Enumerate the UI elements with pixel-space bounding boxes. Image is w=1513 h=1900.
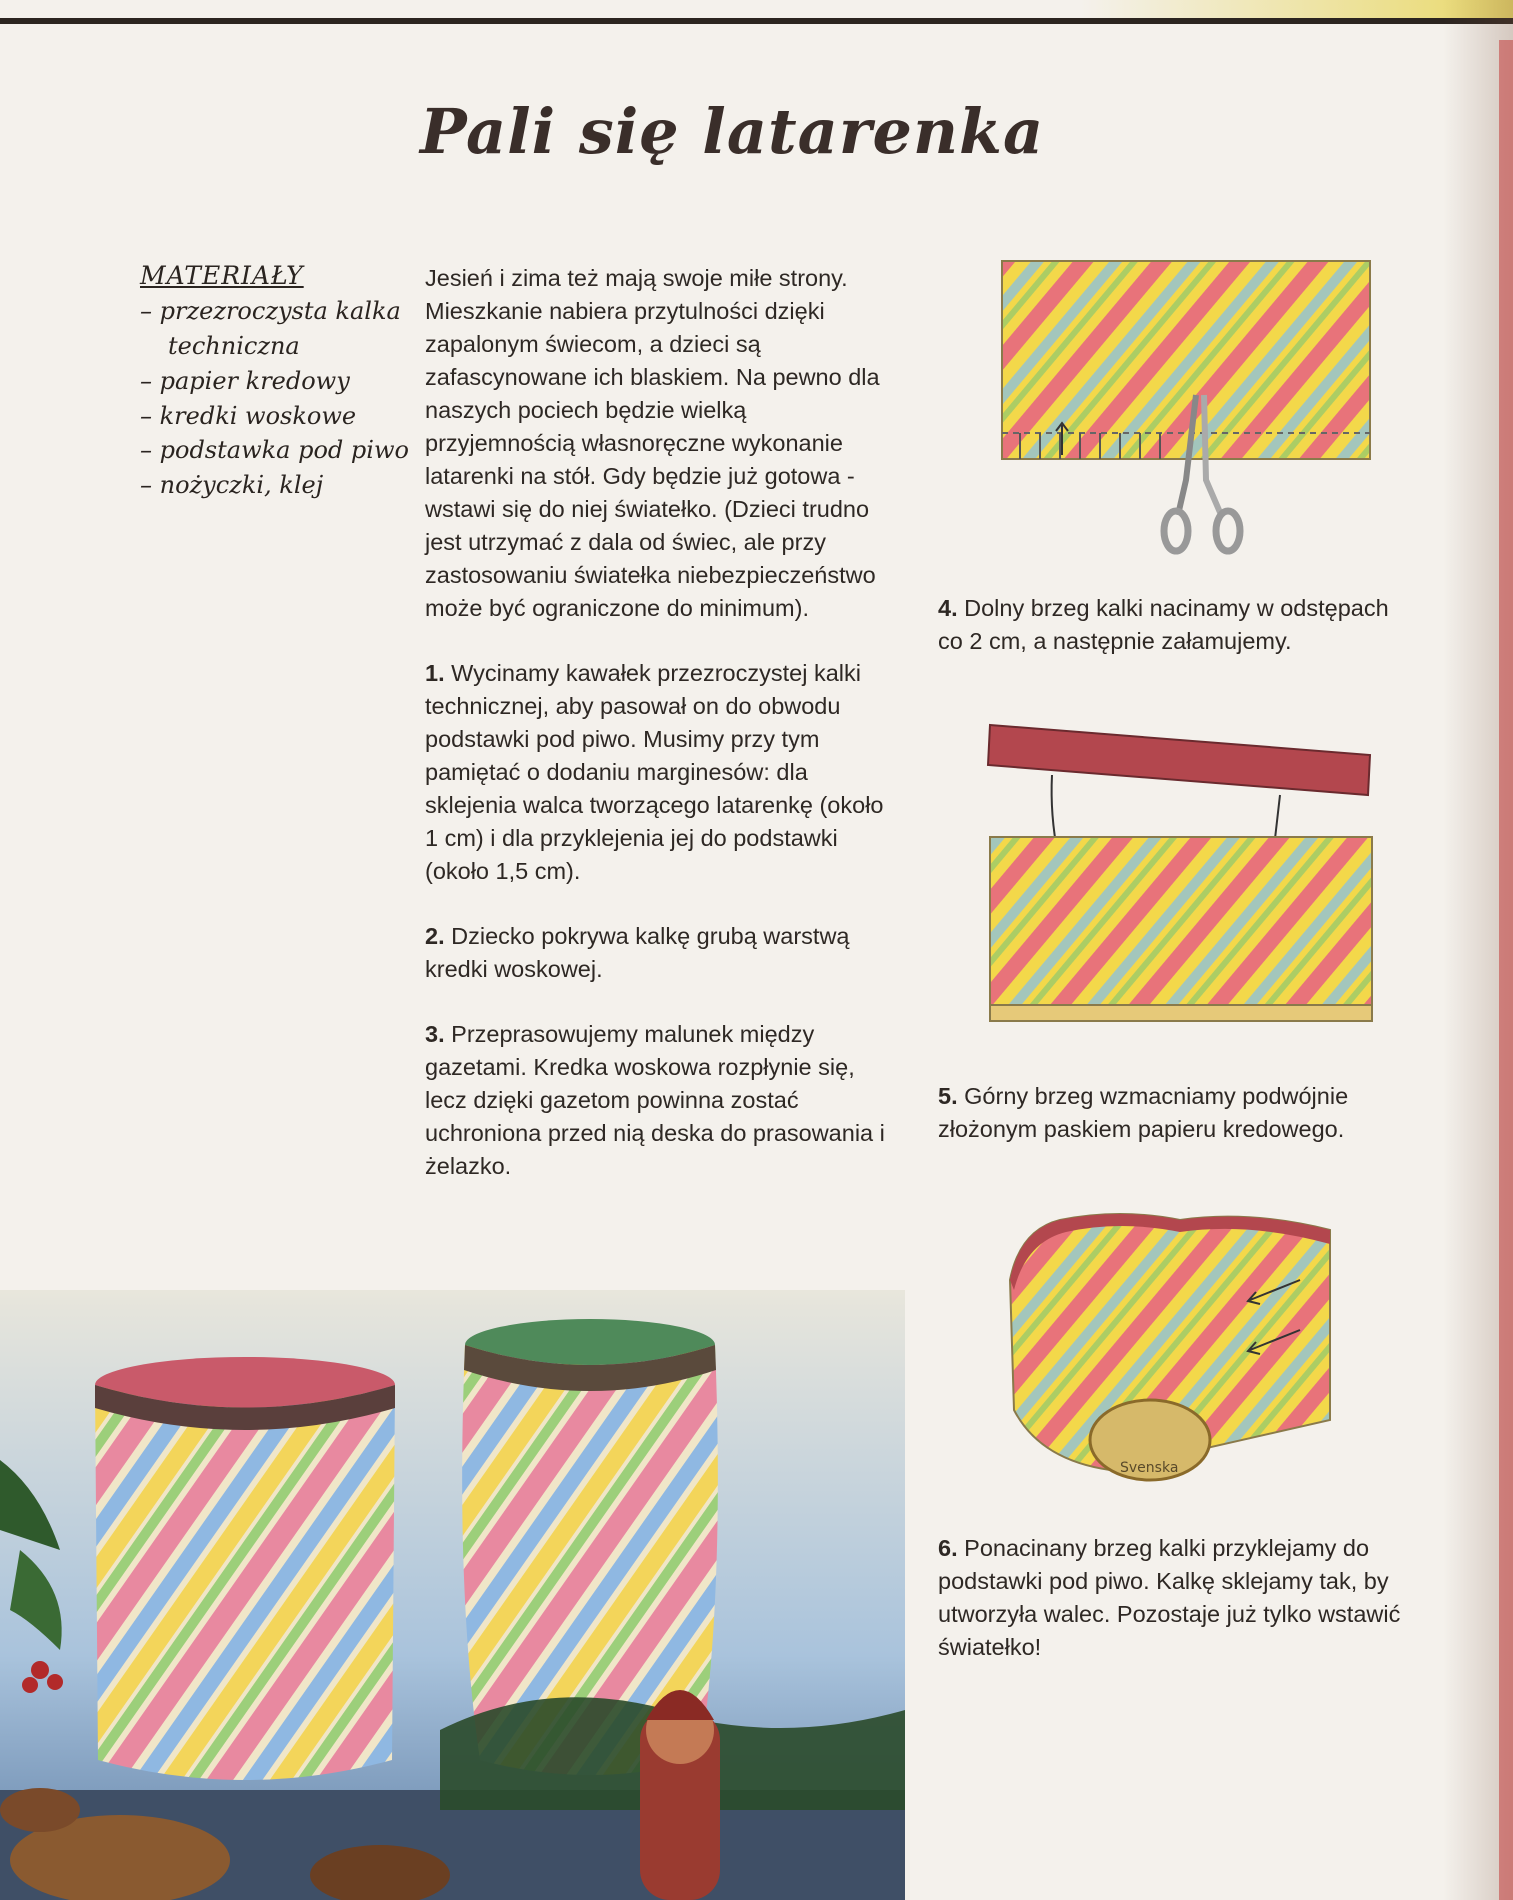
folded-edge [990,1005,1372,1021]
materials-heading: MATERIAŁY [140,261,304,290]
materials-item: – kredki woskowe [140,401,357,430]
step-5-illustration [980,715,1380,1035]
step-text: Dziecko pokrywa kalkę grubą warstwą kredki woskowej. [425,923,850,982]
step-number: 4. [938,595,958,621]
step-number: 1. [425,660,445,686]
santa-figurine [640,1690,720,1900]
lantern-left [95,1357,395,1780]
step-text: Górny brzeg wzmacniamy podwójnie złożonym paskiem papieru kredowego. [938,1083,1349,1142]
materials-box [140,258,410,503]
main-text-column [425,262,885,1215]
step-number: 2. [425,923,445,949]
step-4-illustration [1000,255,1380,555]
step-3 [425,1018,885,1183]
materials-item: – papier kredowy [140,366,350,395]
intro-paragraph: Jesień i zima też mają swoje miłe strony. Mieszkanie nabiera przytulności dzięki zapalonym świecom, a dzieci są zafascynowane ich blaskiem. Na pewno dla naszych pociech będzie wielką przyjemnością własnoręczne wykonanie latarenki na stół. Gdy będzie już gotowa - wstawi się do niej światełko. (Dzieci trudno jest utrzymać z dala od świec, ale przy zastosowaniu światełka niebezpieczeństwo może być ograniczone do minimum). [425,265,880,621]
step-2 [425,920,885,986]
step-text: Ponacinany brzeg kalki przyklejamy do podstawki pod piwo. Kalkę sklejamy tak, by utworzyła walec. Pozostaje już tylko wstawić światełko! [938,1535,1401,1660]
step-text: Wycinamy kawałek przezroczystej kalki technicznej, aby pasował on do obwodu podstawki pod piwo. Musimy przy tym pamiętać o dodaniu marginesów: dla sklejenia walca tworzącego latarenkę (około 1 cm) i dla przyklejenia jej do podstawki (około 1,5 cm). [425,660,884,884]
coaster-label: Svenska [1120,1460,1179,1476]
step-text: Przeprasowujemy malunek między gazetami. Kredka woskowa rozpłynie się, lecz dzięki gazetom powinna zostać uchroniona przed nią deska do prasowania i żelazko. [425,1021,885,1179]
page-title: Pali się latarenka [420,95,1045,168]
step-number: 3. [425,1021,445,1047]
page-top-rule [0,18,1513,24]
step-6-illustration [1000,1200,1340,1500]
materials-item: techniczna [168,332,300,361]
step-1 [425,657,885,888]
materials-item: – podstawka pod piwo [140,436,409,465]
materials-item: – nożyczki, klej [140,471,324,500]
step-6-caption [938,1532,1408,1664]
step-4-caption [938,592,1408,658]
lanterns-photo [0,1290,905,1900]
book-spine-edge [1499,40,1513,1900]
crayon-sheet [990,837,1372,1005]
step-number: 6. [938,1535,958,1561]
materials-item: – przezroczysta kalka [140,297,401,326]
step-5-caption [938,1080,1408,1146]
step-text: Dolny brzeg kalki nacinamy w odstępach co 2 cm, a następnie załamujemy. [938,595,1389,654]
step-number: 5. [938,1083,958,1109]
paper-band [988,725,1370,795]
